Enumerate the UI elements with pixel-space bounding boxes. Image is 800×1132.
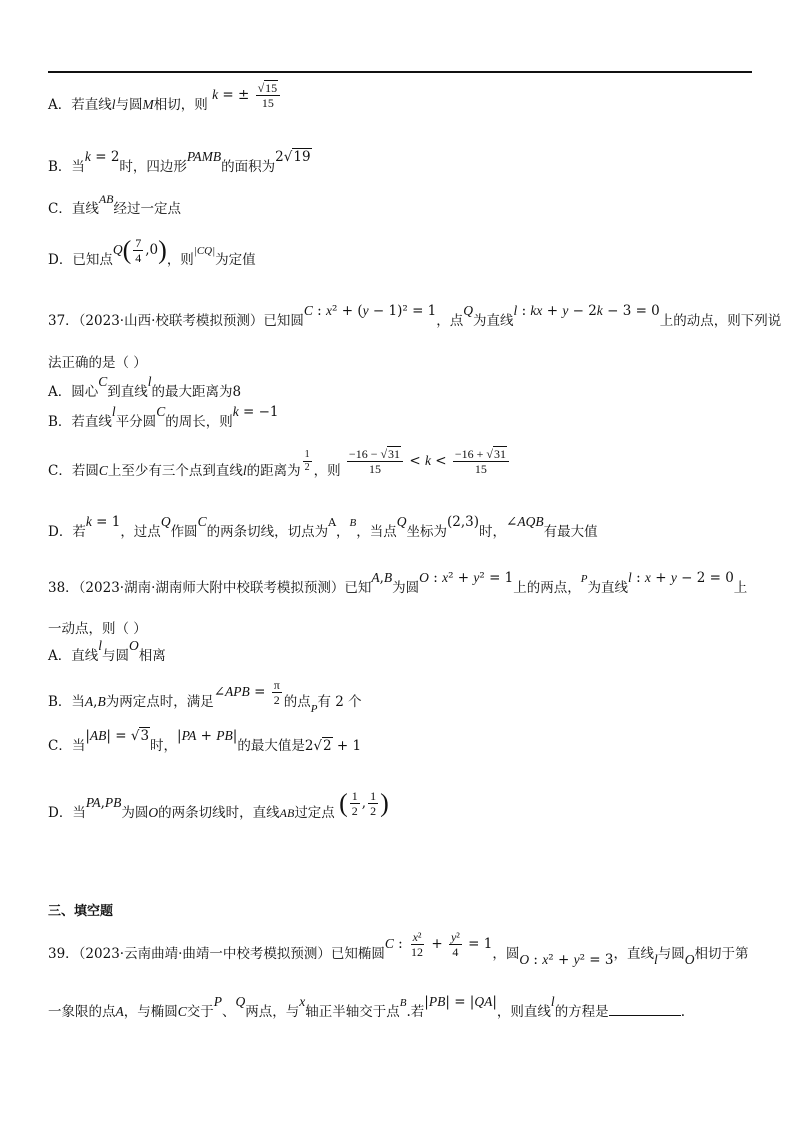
top-rule <box>48 71 752 73</box>
q38-option-d: D．当PA,PB为圆O的两条切线时，直线AB过定点 ( $\frac{1}{2}$ , $\frac{1}{2}$ ) <box>48 788 389 821</box>
q37-option-d: D．若k = 1，过点Q作圆C的两条切线，切点为$^A$，$^B$，当点Q坐标为(2,3)时，∠AQB有最大值 <box>48 514 598 540</box>
q38-option-c: C．当|AB| = √3时，|PA + PB|的最大值是2√2 + 1 <box>48 728 362 754</box>
q37-stem: 37．（2023·山西·校联考模拟预测）已知圆C : x² + (y − 1)² = 1，点Q为直线l : kx + y − 2k − 3 = 0上的动点，则下列说 <box>48 303 782 329</box>
q36-option-b: B．当k = 2时，四边形PAMB的面积为2√19 <box>48 149 311 175</box>
q38-stem: 38．（2023·湖南·湖南师大附中校联考模拟预测）已知A,B为圆O : x² + y² = 1上的两点，$^P$为直线l : x + y − 2 = 0上 <box>48 570 748 596</box>
q37-option-c: C．若圆C上至少有三个点到直线l的距离为 $\frac{1}{2}$ ，则 $\frac{-16 - √31}{15}$ < k < $\frac{-16 + √31}{15}$ <box>48 458 511 485</box>
q36-option-c: C．直线AB经过一定点 <box>48 192 182 217</box>
answer-blank[interactable] <box>609 1003 681 1016</box>
q39-stem-cont: 一象限的点A，与椭圆C交于P、Q两点，与x轴正半轴交于点$^B$.若|PB| = |QA|，则直线l的方程是 . <box>48 994 685 1020</box>
q38-option-b: B．当A,B为两定点时，满足∠APB = $\frac{\pi}{2}$ 的点$_P$有 2 个 <box>48 678 362 715</box>
q39-stem: 39．（2023·云南曲靖·曲靖一中校考模拟预测）已知椭圆C : $\frac{\text{x²}}{12}$ + $\frac{\text{y²}}{4}$ = 1，圆O : x² + y² = 3，直线l与圆O相切于第 <box>48 930 749 968</box>
q37-option-a: A．圆心C到直线l的最大距离为8 <box>48 374 242 400</box>
section-heading: 三、填空题 <box>48 904 114 919</box>
q38-stem-cont: 一动点，则（ ） <box>48 621 147 637</box>
q36-option-d: D．已知点Q( $\frac{7}{4}$ ,0)，则$^{|CQ|}$为定值 <box>48 235 256 268</box>
q38-option-a: A．直线l与圆O相离 <box>48 638 166 664</box>
q36-option-a: A．若直线l与圆M相切，则 k = ± $\frac{√15}{15}$ <box>48 92 282 119</box>
q37-option-b: B．若直线l平分圆C的周长，则k = −1 <box>48 404 279 430</box>
q37-stem-cont: 法正确的是（ ） <box>48 355 147 371</box>
